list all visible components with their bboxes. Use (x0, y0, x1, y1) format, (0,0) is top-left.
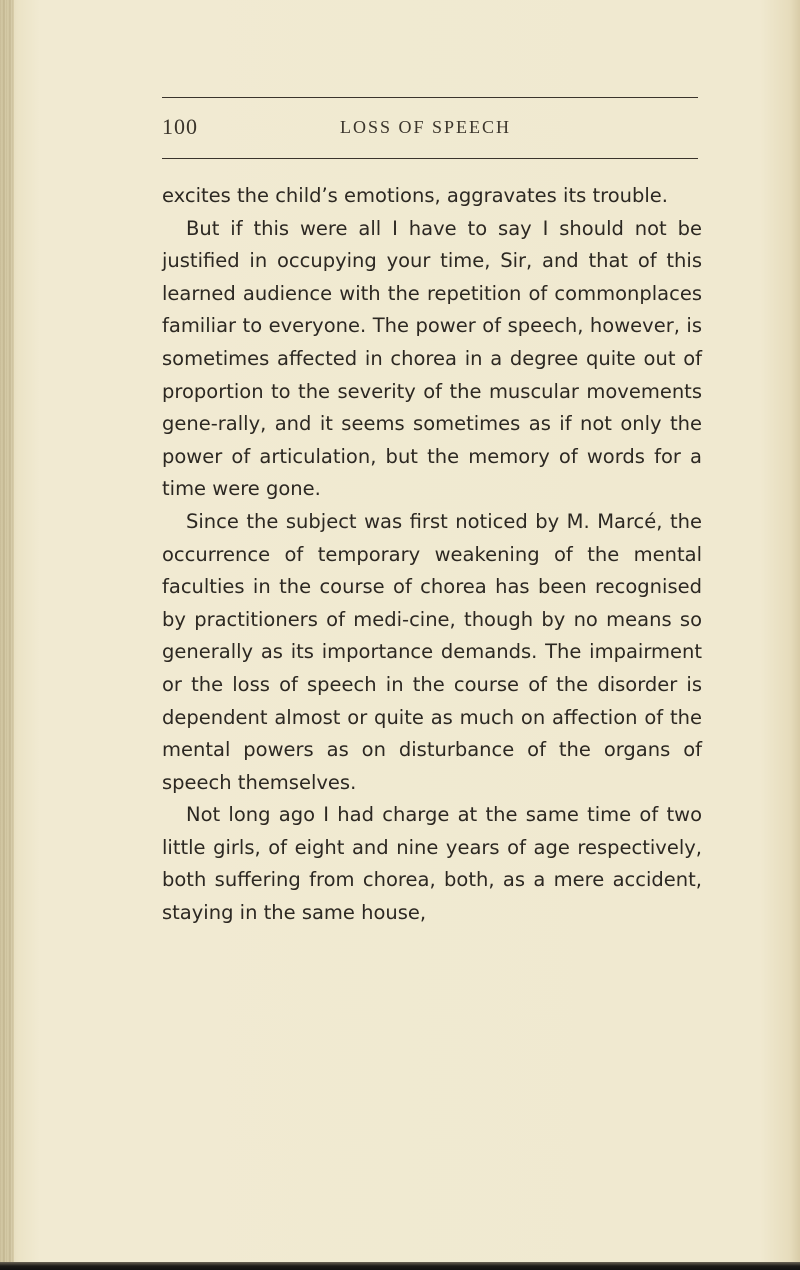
header-rule-top (162, 97, 698, 98)
page-binding-edge (0, 0, 14, 1270)
page-bottom-edge (0, 1262, 800, 1270)
paragraph: excites the child’s emotions, aggravates its trouble. (162, 184, 668, 207)
page-header (162, 114, 698, 146)
paragraph: But if this were all I have to say I should not be justified in occupying your time, Sir, and that of this learned audience with the repetition of commonplaces familiar to everyone. The power of speech, however, is sometimes affected in chorea in a degree quite out of proportion to the severity of the muscular movements gene-rally, and it seems sometimes as if not only the power of articulation, but the memory of words for a time were gone. (162, 216, 702, 501)
running-head: LOSS OF SPEECH (340, 117, 512, 137)
paragraph: Since the subject was first noticed by M. Marcé, the occurrence of temporary weakening of the mental faculties in the course of chorea has been recognised by practitioners of medi-cine, though by no means so generally as its importance demands. The impairment or the loss of speech in the course of the disorder is dependent almost or quite as much on affection of the mental powers as on disturbance of the organs of speech themselves. (162, 509, 702, 794)
header-rule-bottom (162, 158, 698, 159)
paragraph: Not long ago I had charge at the same time of two little girls, of eight and nine years of age respectively, both suffering from chorea, both, as a mere accident, staying in the same house, (162, 803, 702, 925)
page-number: 100 (162, 114, 198, 139)
body-text (162, 180, 702, 930)
